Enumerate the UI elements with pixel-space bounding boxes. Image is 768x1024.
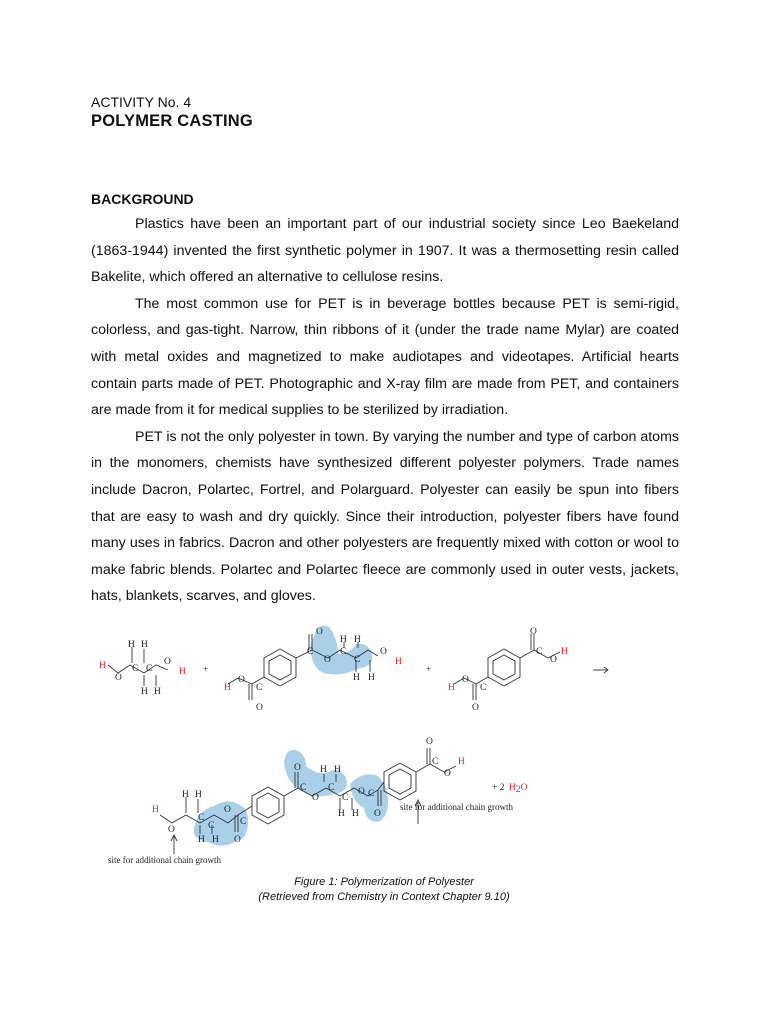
- svg-text:O: O: [426, 737, 433, 747]
- svg-text:O: O: [472, 703, 479, 713]
- annotation-left: site for additional chain growth: [108, 855, 221, 865]
- svg-text:H: H: [141, 687, 148, 697]
- svg-text:H: H: [338, 809, 345, 819]
- background-body: [91, 211, 679, 610]
- svg-text:O: O: [115, 673, 122, 683]
- svg-text:H: H: [448, 683, 455, 693]
- svg-text:H: H: [198, 835, 205, 845]
- svg-text:O: O: [530, 627, 537, 637]
- svg-text:O: O: [224, 805, 231, 815]
- svg-text:H: H: [340, 635, 347, 645]
- svg-text:C: C: [256, 683, 263, 693]
- svg-text:H: H: [352, 809, 359, 819]
- svg-text:C: C: [307, 647, 314, 657]
- svg-text:C: C: [240, 817, 247, 827]
- svg-text:H: H: [395, 657, 402, 667]
- svg-text:H: H: [154, 687, 161, 697]
- water-product: [492, 783, 527, 795]
- svg-text:O: O: [168, 825, 175, 835]
- paragraph-3: PET is not the only polyester in town. By varying the number and type of carbon atoms in the monomers, chemists have synthesized different polyester polymers. Trade names include Dacron, Polartec, Fortrel, and Polarguard. Polyester can easily be spun into fibers that are easy to wash and dry quickly. Since their introduction, polyester fibers have found many uses in fabrics. Dacron and other polyesters are frequently mixed with cotton or wool to make fabric blends. Polartec and Polartec fleece are commonly used in outer vests, jackets, hats, blankets, scarves, and gloves.: [91, 428, 679, 605]
- svg-text:O: O: [550, 655, 557, 665]
- svg-text:C: C: [208, 821, 215, 831]
- svg-text:O: O: [316, 627, 323, 637]
- svg-text:H: H: [179, 667, 186, 677]
- section-heading: BACKGROUND: [91, 191, 194, 207]
- svg-text:C: C: [368, 789, 375, 799]
- svg-text:H: H: [458, 757, 465, 767]
- svg-text:O: O: [324, 655, 331, 665]
- svg-text:H: H: [141, 640, 148, 650]
- svg-text:C: C: [146, 664, 153, 674]
- svg-text:O: O: [256, 703, 263, 713]
- svg-text:H: H: [334, 765, 341, 775]
- svg-text:C: C: [480, 683, 487, 693]
- document-title: POLYMER CASTING: [91, 112, 253, 130]
- svg-text:H: H: [320, 765, 327, 775]
- svg-text:C: C: [132, 664, 139, 674]
- figure-source: (Retrieved from Chemistry in Context Chapter 9.10): [258, 891, 510, 903]
- svg-text:+ 2 H2O: + 2 H2O: [492, 783, 528, 795]
- svg-text:O: O: [238, 675, 245, 685]
- svg-text:C: C: [340, 647, 347, 657]
- svg-text:O: O: [294, 763, 301, 773]
- annotation-right: site for additional chain growth: [400, 802, 513, 812]
- svg-text:C: C: [432, 757, 439, 767]
- svg-text:H: H: [99, 661, 106, 671]
- svg-text:O: O: [234, 835, 241, 845]
- activity-label: ACTIVITY No. 4: [91, 94, 192, 110]
- svg-text:H: H: [195, 790, 202, 800]
- figure-caption: Figure 1: Polymerization of Polyester: [294, 876, 474, 888]
- svg-text:H: H: [224, 683, 231, 693]
- svg-text:H: H: [353, 673, 360, 683]
- svg-text:H: H: [212, 835, 219, 845]
- svg-text:H: H: [561, 647, 568, 657]
- svg-text:O: O: [374, 809, 381, 819]
- plus-sign-1: +: [203, 665, 209, 675]
- polymerization-figure: [88, 614, 688, 876]
- plus-sign-2: +: [426, 665, 432, 675]
- svg-text:C: C: [354, 655, 361, 665]
- svg-text:C: C: [300, 783, 307, 793]
- svg-text:C: C: [342, 793, 349, 803]
- svg-text:O: O: [358, 787, 365, 797]
- svg-text:O: O: [164, 657, 171, 667]
- svg-text:O: O: [380, 647, 387, 657]
- svg-text:H: H: [354, 635, 361, 645]
- svg-text:O: O: [462, 675, 469, 685]
- reaction-diagram: [88, 614, 688, 876]
- svg-text:H: H: [368, 673, 375, 683]
- paragraph-1: Plastics have been an important part of our industrial society since Leo Baekeland (1863-1944) invented the first synthetic polymer in 1907. It was a thermosetting resin called Bakelite, which offered an alternative to cellulose resins.: [91, 216, 679, 286]
- paragraph-2: The most common use for PET is in beverage bottles because PET is semi-rigid, colorless, and gas-tight. Narrow, thin ribbons of it (under the trade name Mylar) are coated with metal oxides and magnetized to make audiotapes and videotapes. Artificial hearts contain parts made of PET. Photographic and X-ray film are made from PET, and containers are made from it for medical supplies to be sterilized by irradiation.: [91, 295, 679, 419]
- svg-text:C: C: [198, 813, 205, 823]
- svg-text:C: C: [536, 647, 543, 657]
- svg-text:H: H: [182, 790, 189, 800]
- svg-text:O: O: [444, 769, 451, 779]
- svg-text:C: C: [328, 783, 335, 793]
- svg-text:H: H: [128, 640, 135, 650]
- svg-text:O: O: [312, 793, 319, 803]
- svg-text:H: H: [152, 805, 159, 815]
